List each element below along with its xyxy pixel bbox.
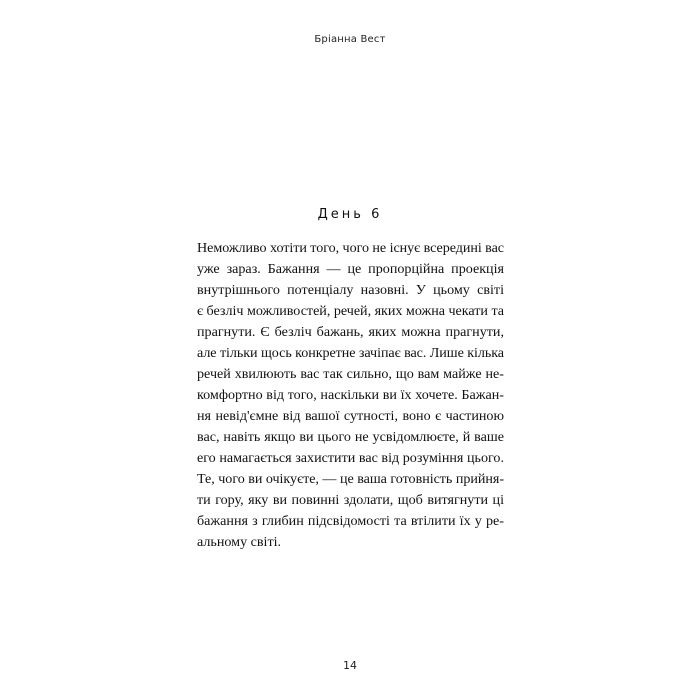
text-line: Те, чого ви очікуєте, — це ваша готовність прийня- <box>197 471 504 487</box>
body-paragraph <box>197 238 504 553</box>
text-line: его намагається захистити вас від розуміння цього. <box>197 450 504 466</box>
text-line: є безліч можливостей, речей, яких можна чекати та <box>197 303 504 319</box>
text-line: речей хвилюють вас так сильно, що вам майже не- <box>197 366 504 382</box>
page-number: 14 <box>343 659 357 672</box>
text-line: ня невід'ємне від вашої сутності, воно є частиною <box>197 408 504 424</box>
text-line: комфортно від того, наскільки ви їх хочете. Бажан- <box>197 387 504 403</box>
text-line: вас, навіть якщо ви цього не усвідомлюєте, й ваше <box>197 429 504 445</box>
text-line: Неможливо хотіти того, чого не існує всередині вас <box>197 240 504 256</box>
chapter-title: День 6 <box>317 207 383 222</box>
text-line: альному світі. <box>197 534 282 550</box>
text-line: внутрішнього потенціалу назовні. У цьому світі <box>197 282 504 298</box>
running-header: Бріанна Вест <box>314 34 386 45</box>
text-line: уже зараз. Бажання — це пропорційна проекція <box>197 261 504 277</box>
text-line: прагнути. Є безліч бажань, яких можна прагнути, <box>197 324 504 340</box>
text-line: бажання з глибин підсвідомості та втілити їх у ре- <box>197 513 504 529</box>
text-line: але тільки щось конкретне зачіпає вас. Лише кілька <box>197 345 504 361</box>
text-line: ти гору, яку ви повинні здолати, щоб витягнути ці <box>197 492 504 508</box>
